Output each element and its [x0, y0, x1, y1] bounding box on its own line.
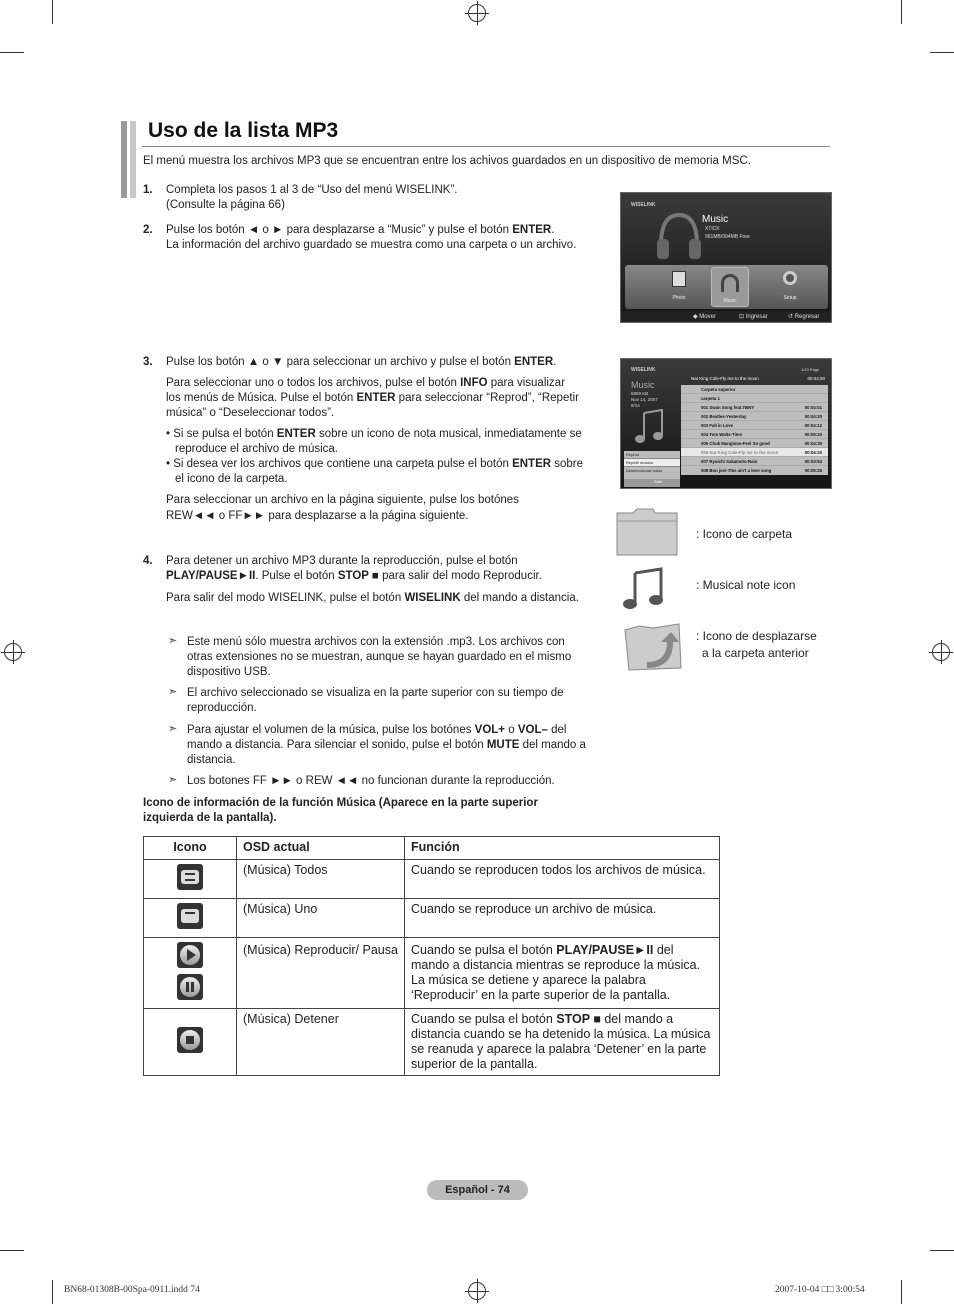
note-line: reproducción.: [187, 702, 257, 714]
info-menu-item[interactable]: Deseleccionar todos: [626, 468, 663, 473]
crop-mark: [930, 52, 954, 53]
nav-bar: [621, 311, 831, 322]
table-cell-icon: [144, 899, 237, 938]
legend-up-folder: [696, 628, 817, 662]
folder-icon: [615, 507, 679, 557]
page-title: Uso de la lista MP3: [148, 119, 339, 142]
list-item-name: 008 Bon jovi-This ain't a love song: [701, 468, 772, 473]
text-run: del mando a distancia mientras se reproduce la música. La música se detiene y aparece la palabra ‘Reproducir’ en la parte superior de la pantalla.: [411, 943, 701, 1002]
text-run: o: [505, 724, 518, 736]
page-indicator: 1/10 Page: [801, 367, 820, 372]
crop-mark: [901, 0, 902, 24]
table-cell: [405, 1009, 720, 1076]
text-run: • Si se pulsa el botón: [166, 428, 277, 440]
menu-bar: [625, 265, 828, 309]
button-name: VOL–: [517, 724, 548, 736]
free-space: 961MB/994MB Free: [705, 234, 750, 240]
repeat-all-icon: [177, 864, 203, 890]
note-arrow-icon: ➣: [168, 635, 178, 647]
list-item-time: 00:04:20: [804, 450, 822, 455]
table-header: Icono: [144, 837, 237, 860]
music-list-screen: [620, 358, 832, 489]
note-arrow-icon: ➣: [168, 723, 178, 735]
step-text-line: reproduce el archivo de música.: [175, 443, 338, 455]
button-name: INFO: [460, 377, 488, 389]
list-item-name: 004 Tom Waits-Time: [701, 432, 742, 437]
icons-heading: [143, 796, 538, 826]
note-line: Este menú sólo muestra archivos con la extensión .mp3. Los archivos con: [187, 636, 565, 648]
return-hint: ↺ Regresar: [788, 314, 820, 320]
table-cell-icon: [144, 1009, 237, 1076]
list-item-name: 006 Nat King Cole-Fly me to the moon: [701, 450, 779, 455]
step-text-line: (Consulte la página 66): [166, 199, 285, 211]
text-run: Pulse los botón ▲ o ▼ para seleccionar un archivo y pulse el botón: [166, 356, 515, 368]
text-run: del: [547, 724, 567, 736]
parent-folder-icon: [623, 622, 683, 672]
crop-mark: [52, 0, 53, 24]
table-cell: Cuando se reproduce un archivo de música.: [405, 899, 720, 938]
music-icons-table: [143, 836, 720, 1076]
note-2: [187, 686, 564, 716]
text-run: . Pulse el botón: [255, 570, 338, 582]
crop-mark: [52, 1280, 53, 1304]
hint-label: Ingresar: [745, 314, 768, 320]
table-cell: (Música) Uno: [237, 899, 405, 938]
now-playing-title: Nat King Cole-Fly me to the moon: [691, 376, 759, 381]
repeat-one-icon: [177, 903, 203, 929]
list-item-name: carpeta 1: [701, 396, 720, 401]
gear-icon: [783, 271, 797, 285]
table-cell: [405, 938, 720, 1009]
step-text-line: Completa los pasos 1 al 3 de “Uso del menú WISELINK”.: [166, 184, 458, 196]
note-4: Los botones FF ►► o REW ◄◄ no funcionan durante la reproducción.: [187, 775, 555, 787]
list-item[interactable]: [681, 439, 828, 448]
footer-filename: BN68-01308B-00Spa-0911.indd 74: [64, 1285, 200, 1295]
note-line: distancia.: [187, 754, 236, 766]
title-accent-bar: [130, 121, 136, 198]
menu-item-label: Setup: [783, 295, 797, 301]
legend-line: : Icono de desplazarse: [696, 629, 817, 643]
device-name: XTICK: [705, 226, 720, 232]
screen-heading: Music: [702, 214, 729, 225]
registration-mark-icon: [4, 643, 22, 661]
file-size: 5859 KB: [631, 391, 649, 396]
menu-item-music[interactable]: [711, 267, 749, 307]
list-item[interactable]: [681, 430, 828, 439]
text-run: del mando a distancia cuando se ha detenido la música. La música se reanuda y aparece la palabra ‘Detener’ en la parte superior de la pantalla.: [411, 1012, 711, 1071]
table-row: [144, 899, 720, 938]
move-hint: ◆ Mover: [693, 314, 716, 320]
info-menu: [624, 451, 680, 479]
list-item[interactable]: [681, 457, 828, 466]
list-item-time: 00:04:01: [804, 405, 822, 410]
text-run: para visualizar: [487, 377, 565, 389]
list-item[interactable]: [681, 385, 828, 394]
crop-mark: [930, 1250, 954, 1251]
list-item[interactable]: [681, 466, 828, 475]
step-text-line: Para detener un archivo MP3 durante la reproducción, pulse el botón: [166, 555, 518, 567]
list-item-time: 00:05:25: [804, 468, 822, 473]
button-name: MUTE: [486, 739, 520, 751]
crop-mark: [0, 1250, 24, 1251]
step-number: 2.: [143, 224, 153, 236]
button-name: PLAY/PAUSE►II: [556, 943, 654, 957]
text-run: mando a distancia. Para silenciar el sonido, pulse el botón: [187, 739, 487, 751]
note-line: otras extensiones no se muestran, aunque se hayan guardado en el mismo: [187, 651, 572, 663]
list-item-time: 00:04:30: [804, 441, 822, 446]
exit-label: Salir: [653, 479, 662, 484]
text-run: .: [553, 356, 557, 368]
text-run: • Si desea ver los archivos que contiene una carpeta pulse el botón: [166, 458, 513, 470]
table-cell: Cuando se reproducen todos los archivos de música.: [405, 860, 720, 899]
button-name: VOL+: [474, 724, 506, 736]
pause-icon: [177, 974, 203, 1000]
stop-icon: [177, 1027, 203, 1053]
table-header: OSD actual: [237, 837, 405, 860]
menu-item-photo[interactable]: [669, 271, 689, 301]
text-run: del mando a: [519, 739, 586, 751]
text-run: sobre un icono de nota musical, inmediatamente se: [315, 428, 582, 440]
file-list: [681, 385, 828, 475]
enter-hint: ⊡ Ingresar: [739, 314, 768, 320]
table-row: [144, 938, 720, 1009]
page-number: Español - 74: [427, 1180, 528, 1200]
title-accent-bar: [121, 121, 127, 198]
list-item-name: 005 Chuk Mangione-Feel So good: [701, 441, 770, 446]
button-name: ENTER: [276, 428, 316, 440]
table-cell: (Música) Todos: [237, 860, 405, 899]
table-cell-icon: [144, 860, 237, 899]
button-name: ENTER: [512, 224, 552, 236]
list-item-time: 00:04:12: [804, 423, 822, 428]
text-run: Cuando se pulsa el botón: [411, 1012, 557, 1026]
registration-mark-icon: [468, 1282, 486, 1300]
step-number: 4.: [143, 555, 153, 567]
step-4-text: [166, 554, 606, 606]
heading-line: izquierda de la pantalla).: [143, 812, 277, 824]
now-playing-bar: [681, 375, 829, 383]
list-item-name: 002 Beatles-Yesterday: [701, 414, 747, 419]
button-name: ENTER: [512, 458, 552, 470]
step-3-text: [166, 355, 606, 524]
crop-mark: [0, 52, 24, 53]
text-run: los menús de Música. Pulse el botón: [166, 392, 357, 404]
step-text-line: música” o “Deseleccionar todos”.: [166, 407, 335, 419]
file-date: Nov 14, 2007: [631, 397, 658, 402]
text-run: del mando a distancia.: [460, 592, 579, 604]
text-run: sobre: [551, 458, 584, 470]
play-icon: [177, 942, 203, 968]
list-item-name: 003 Fall in Love: [701, 423, 734, 428]
list-item[interactable]: [681, 421, 828, 430]
hint-label: Regresar: [794, 314, 820, 320]
screen-heading: Music: [631, 380, 655, 390]
text-run: Para ajustar el volumen de la música, pulse los botónes: [187, 724, 475, 736]
heading-line: Icono de información de la función Música (Aparece en la parte superior: [143, 797, 538, 809]
list-item-name: 001 Swan Song feat.TBNY: [701, 405, 755, 410]
music-icon: [721, 274, 739, 292]
note-1: [187, 635, 571, 680]
menu-item-setup[interactable]: [777, 271, 803, 301]
musical-note-icon: [635, 409, 665, 445]
button-name: STOP ■: [337, 570, 379, 582]
hint-label: Mover: [699, 314, 716, 320]
menu-item-label: Music: [723, 298, 737, 304]
legend-folder: : Icono de carpeta: [696, 527, 793, 541]
list-item-name: Carpeta superior: [701, 387, 736, 392]
list-item[interactable]: [681, 403, 828, 412]
table-header: Función: [405, 837, 720, 860]
step-2-text: [166, 223, 576, 253]
note-3: [187, 723, 586, 768]
button-name: PLAY/PAUSE►II: [166, 570, 256, 582]
text-run: Para salir del modo WISELINK, pulse el botón: [166, 592, 405, 604]
exit-button[interactable]: [624, 479, 680, 487]
step-number: 3.: [143, 356, 153, 368]
step-number: 1.: [143, 184, 153, 196]
button-name: ENTER: [514, 356, 554, 368]
footer-date: 2007-10-04 □□ 3:00:54: [775, 1285, 865, 1295]
table-cell-icon: [144, 938, 237, 1009]
step-text-line: el icono de la carpeta.: [175, 473, 288, 485]
list-item[interactable]: [681, 412, 828, 421]
list-item-selected[interactable]: [681, 448, 828, 457]
legend-note: : Musical note icon: [696, 578, 796, 592]
photo-icon: [672, 271, 686, 287]
headphones-icon: [653, 209, 705, 263]
info-menu-item[interactable]: Reprod: [624, 451, 680, 459]
note-line: El archivo seleccionado se visualiza en la parte superior con su tiempo de: [187, 687, 564, 699]
wiselink-logo: WISELINK: [631, 202, 656, 208]
registration-mark-icon: [932, 643, 950, 661]
info-menu-item[interactable]: Repetir música: [624, 459, 680, 467]
button-name: ENTER: [356, 392, 396, 404]
note-arrow-icon: ➣: [168, 774, 178, 786]
intro-text: El menú muestra los archivos MP3 que se encuentran entre los achivos guardados en un dispositivo de memoria MSC.: [143, 155, 751, 167]
crop-mark: [901, 1280, 902, 1304]
list-item[interactable]: [681, 394, 828, 403]
list-item-time: 00:05:20: [804, 432, 822, 437]
text-run: para seleccionar “Reprod”, “Repetir: [395, 392, 579, 404]
table-cell: (Música) Reproducir/ Pausa: [237, 938, 405, 1009]
step-text-line: La información del archivo guardado se muestra como una carpeta o un archivo.: [166, 239, 577, 251]
table-row: [144, 860, 720, 899]
table-cell: (Música) Detener: [237, 1009, 405, 1076]
list-item-name: 007 Ryuichi Sakamoto-Rain: [701, 459, 758, 464]
step-1-text: [166, 183, 457, 213]
wiselink-logo: WISELINK: [631, 367, 656, 373]
step-text-line: REW◄◄ o FF►► para desplazarse a la página siguiente.: [166, 510, 469, 522]
button-name: WISELINK: [404, 592, 461, 604]
legend-line: a la carpeta anterior: [702, 646, 809, 660]
musical-note-icon: [623, 567, 665, 611]
elapsed-time: 00:04:00: [807, 376, 825, 381]
menu-item-label: Photo: [672, 295, 686, 301]
title-divider: [142, 146, 830, 147]
text-run: Pulse los botón ◄ o ► para desplazarse a “Music” y pulse el botón: [166, 224, 513, 236]
table-header-row: [144, 837, 720, 860]
step-text-line: Para seleccionar un archivo en la página siguiente, pulse los botónes: [166, 494, 519, 506]
text-run: Para seleccionar uno o todos los archivos, pulse el botón: [166, 377, 461, 389]
registration-mark-icon: [468, 4, 486, 22]
table-row: [144, 1009, 720, 1076]
file-count: 8/14: [631, 403, 640, 408]
list-item-time: 00:04:20: [804, 414, 822, 419]
note-line: dispositivo USB.: [187, 666, 271, 678]
list-item-time: 00:03:54: [804, 459, 822, 464]
text-run: Cuando se pulsa el botón: [411, 943, 557, 957]
note-arrow-icon: ➣: [168, 686, 178, 698]
wiselink-main-screen: [620, 192, 832, 323]
button-name: STOP ■: [556, 1012, 601, 1026]
text-run: .: [551, 224, 555, 236]
text-run: para salir del modo Reproducir.: [378, 570, 542, 582]
